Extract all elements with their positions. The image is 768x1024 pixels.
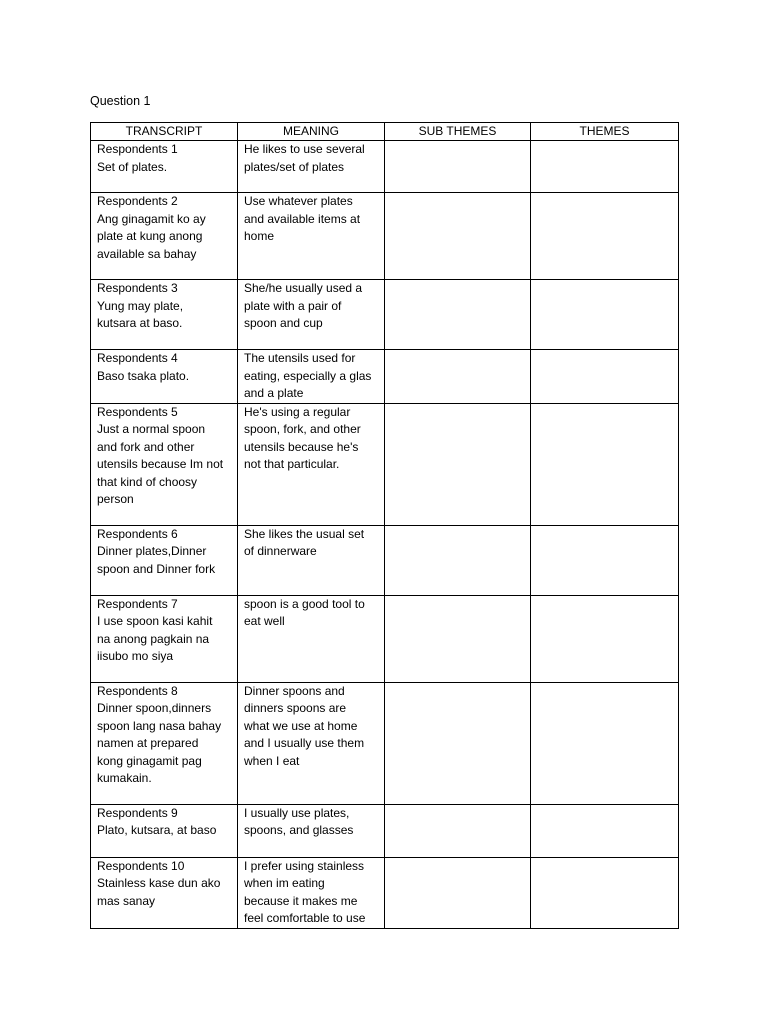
sub-themes-cell (385, 193, 531, 280)
meaning-line: plates/set of plates (244, 159, 345, 174)
transcript-line: Dinner spoon,dinners (97, 701, 212, 715)
meaning-line: because it makes me (244, 893, 358, 908)
meaning-line: I prefer using stainless (244, 858, 365, 873)
transcript-cell (91, 193, 238, 280)
themes-cell (531, 804, 679, 857)
transcript-cell (91, 804, 238, 857)
sub-themes-cell (385, 682, 531, 804)
meaning-line: plate with a pair of (244, 298, 342, 313)
transcript-line: Just a normal spoon (97, 422, 206, 436)
meaning-line: and I usually use them (244, 736, 365, 750)
table-row (91, 804, 679, 857)
header-transcript: TRANSCRIPT (91, 123, 238, 141)
table-body (91, 141, 679, 929)
sub-themes-cell (385, 403, 531, 525)
meaning-line: He likes to use several (244, 142, 365, 156)
themes-cell (531, 403, 679, 525)
meaning-cell (238, 682, 385, 804)
themes-cell (531, 682, 679, 804)
transcript-line: iisubo mo siya (97, 649, 174, 663)
transcript-line: that kind of choosy (97, 474, 198, 489)
transcript-cell (91, 403, 238, 525)
meaning-cell (238, 857, 385, 928)
transcript-line: Stainless kase dun ako (97, 876, 221, 890)
meaning-line: spoon, fork, and other (244, 422, 361, 436)
meaning-cell (238, 141, 385, 193)
transcript-cell (91, 141, 238, 193)
transcript-line: Set of plates. (97, 159, 168, 174)
table-row (91, 857, 679, 928)
transcript-line: Respondents 7 (97, 596, 178, 611)
transcript-line: Respondents 3 (97, 281, 178, 295)
transcript-line: Respondents 8 (97, 683, 178, 698)
meaning-cell (238, 193, 385, 280)
meaning-line: dinners spoons are (244, 701, 347, 715)
transcript-line: and fork and other (97, 439, 195, 454)
transcript-line: utensils because Im not (97, 457, 224, 471)
transcript-line: Plato, kutsara, at baso (97, 823, 217, 837)
transcript-line: kumakain. (97, 771, 152, 785)
transcript-line: Respondents 2 (97, 194, 178, 208)
meaning-line: and available items at (244, 211, 361, 226)
themes-cell (531, 141, 679, 193)
sub-themes-cell (385, 857, 531, 928)
header-sub-themes: SUB THEMES (385, 123, 531, 141)
sub-themes-cell (385, 350, 531, 404)
transcript-line: Respondents 1 (97, 142, 178, 156)
transcript-line: available sa bahay (97, 246, 197, 261)
meaning-line: spoon and cup (244, 316, 323, 330)
sub-themes-cell (385, 804, 531, 857)
transcript-cell (91, 525, 238, 595)
transcript-line: namen at prepared (97, 736, 199, 750)
themes-cell (531, 280, 679, 350)
table-row (91, 525, 679, 595)
meaning-line: spoon is a good tool to (244, 596, 365, 611)
table-row (91, 595, 679, 682)
question-label: Question 1 (90, 94, 151, 108)
themes-table (90, 122, 679, 929)
meaning-line: spoons, and glasses (244, 823, 354, 837)
transcript-line: spoon lang nasa bahay (97, 718, 222, 733)
table-header-row (91, 123, 679, 141)
transcript-line: plate at kung anong (97, 229, 203, 243)
meaning-line: eat well (244, 614, 285, 628)
transcript-line: Respondents 10 (97, 858, 185, 873)
transcript-line: Yung may plate, (97, 298, 184, 313)
themes-cell (531, 350, 679, 404)
transcript-line: Respondents 9 (97, 805, 178, 820)
meaning-line: what we use at home (244, 718, 358, 733)
transcript-cell (91, 280, 238, 350)
table-row (91, 350, 679, 404)
meaning-cell (238, 280, 385, 350)
meaning-cell (238, 350, 385, 404)
table-row (91, 682, 679, 804)
meaning-line: feel comfortable to use (244, 911, 366, 925)
transcript-cell (91, 350, 238, 404)
transcript-line: na anong pagkain na (97, 631, 210, 646)
meaning-line: The utensils used for (244, 351, 356, 365)
meaning-line: He's using a regular (244, 404, 351, 419)
meaning-cell (238, 525, 385, 595)
table-row (91, 141, 679, 193)
table-row (91, 280, 679, 350)
meaning-line: home (244, 229, 275, 243)
meaning-line: when im eating (244, 876, 325, 890)
meaning-line: and a plate (244, 386, 304, 400)
transcript-line: Dinner plates,Dinner (97, 544, 207, 558)
sub-themes-cell (385, 525, 531, 595)
transcript-line: kutsara at baso. (97, 316, 183, 330)
themes-cell (531, 193, 679, 280)
sub-themes-cell (385, 595, 531, 682)
transcript-line: mas sanay (97, 893, 156, 908)
transcript-line: spoon and Dinner fork (97, 561, 216, 576)
transcript-line: Baso tsaka plato. (97, 368, 190, 383)
transcript-cell (91, 682, 238, 804)
meaning-line: She likes the usual set (244, 526, 365, 541)
meaning-line: of dinnerware (244, 544, 317, 558)
sub-themes-cell (385, 141, 531, 193)
transcript-line: Respondents 5 (97, 404, 178, 419)
transcript-line: Ang ginagamit ko ay (97, 211, 206, 226)
themes-cell (531, 525, 679, 595)
meaning-cell (238, 403, 385, 525)
transcript-cell (91, 595, 238, 682)
transcript-line: I use spoon kasi kahit (97, 614, 213, 628)
transcript-cell (91, 857, 238, 928)
meaning-line: Use whatever plates (244, 194, 353, 208)
table-row (91, 193, 679, 280)
transcript-line: person (97, 492, 134, 506)
sub-themes-cell (385, 280, 531, 350)
transcript-line: Respondents 6 (97, 526, 178, 541)
meaning-line: utensils because he's (244, 439, 359, 454)
meaning-line: not that particular. (244, 457, 340, 471)
meaning-line: She/he usually used a (244, 281, 363, 295)
transcript-line: Respondents 4 (97, 351, 178, 365)
meaning-line: eating, especially a glas (244, 368, 372, 383)
header-themes: THEMES (531, 123, 679, 141)
meaning-cell (238, 804, 385, 857)
transcript-line: kong ginagamit pag (97, 753, 202, 768)
themes-cell (531, 595, 679, 682)
meaning-cell (238, 595, 385, 682)
meaning-line: I usually use plates, (244, 805, 350, 820)
header-meaning: MEANING (238, 123, 385, 141)
table-row (91, 403, 679, 525)
themes-cell (531, 857, 679, 928)
meaning-line: when I eat (244, 753, 300, 768)
meaning-line: Dinner spoons and (244, 683, 345, 698)
